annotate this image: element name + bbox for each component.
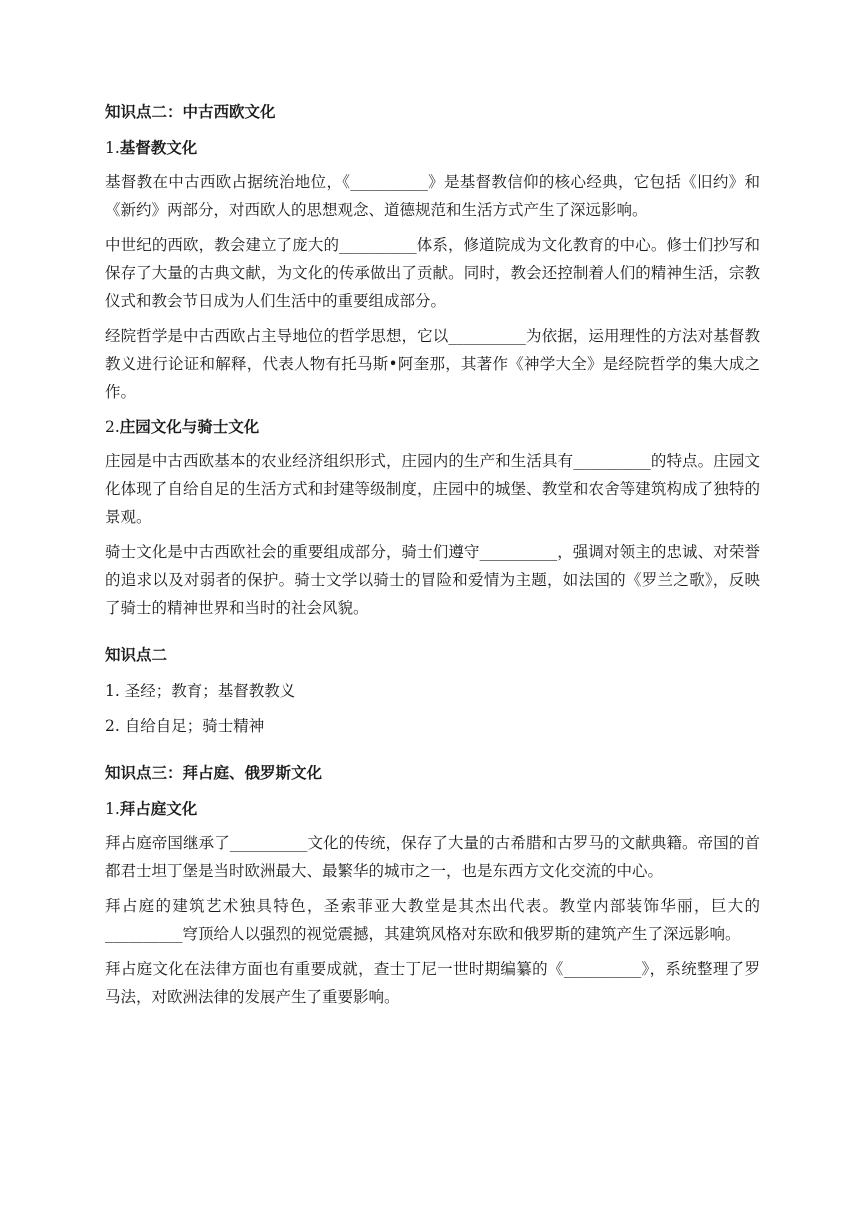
subsection-number: 2. <box>105 418 120 436</box>
paragraph: 拜占庭的建筑艺术独具特色，圣索菲亚大教堂是其杰出代表。教堂内部装饰华丽，巨大的__________穹顶给人以强烈的视觉震撼，其建筑风格对东欧和俄罗斯的建筑产生了深远影响。 <box>105 897 760 943</box>
paragraph: 骑士文化是中古西欧社会的重要组成部分，骑士们遵守__________，强调对领主的忠诚、对荣誉的追求以及对弱者的保护。骑士文学以骑士的冒险和爱情为主题，如法国的《罗兰之歌》，反映了骑士的精神世界和当时的社会风貌。 <box>105 543 760 617</box>
document-page <box>105 98 760 1018</box>
subsection-heading <box>105 134 760 162</box>
subsection-number: 1. <box>105 139 120 157</box>
paragraph: 基督教在中古西欧占据统治地位，《__________》是基督教信仰的核心经典，它包括《旧约》和《新约》两部分，对西欧人的思想观念、道德规范和生活方式产生了深远影响。 <box>105 173 760 219</box>
paragraph: 拜占庭帝国继承了__________文化的传统，保存了大量的古希腊和古罗马的文献典籍。帝国的首都君士坦丁堡是当时欧洲最大、最繁华的城市之一，也是东西方文化交流的中心。 <box>105 834 760 880</box>
paragraph: 拜占庭文化在法律方面也有重要成就，查士丁尼一世时期编纂的《__________》，系统整理了罗马法，对欧洲法律的发展产生了重要影响。 <box>105 960 760 1006</box>
subsection-title: 拜占庭文化 <box>119 800 198 818</box>
section-heading: 知识点三：拜占庭、俄罗斯文化 <box>105 764 323 782</box>
subsection-title: 庄园文化与骑士文化 <box>119 418 260 436</box>
subsection-title: 基督教文化 <box>119 139 198 157</box>
paragraph: 中世纪的西欧，教会建立了庞大的__________体系，修道院成为文化教育的中心。修士们抄写和保存了大量的古典文献，为文化的传承做出了贡献。同时，教会还控制着人们的精神生活，宗教仪式和教会节日成为人们生活中的重要组成部分。 <box>105 236 760 310</box>
subsection-number: 1. <box>105 800 120 818</box>
section-heading: 知识点二：中古西欧文化 <box>105 103 276 121</box>
paragraph: 经院哲学是中古西欧占主导地位的哲学思想，它以__________为依据，运用理性的方法对基督教教义进行论证和解释，代表人物有托马斯•阿奎那，其著作《神学大全》是经院哲学的集大成之作。 <box>105 327 760 401</box>
paragraph: 庄园是中古西欧基本的农业经济组织形式，庄园内的生产和生活具有__________的特点。庄园文化体现了自给自足的生活方式和封建等级制度，庄园中的城堡、教堂和农舍等建筑构成了独特的景观。 <box>105 452 760 526</box>
answer-line: 1. 圣经；教育；基督教教义 <box>105 682 296 700</box>
answer-line: 2. 自给自足；骑士精神 <box>105 717 265 735</box>
answers-heading: 知识点二 <box>105 646 168 664</box>
subsection-heading <box>105 413 760 441</box>
subsection-heading <box>105 795 760 823</box>
